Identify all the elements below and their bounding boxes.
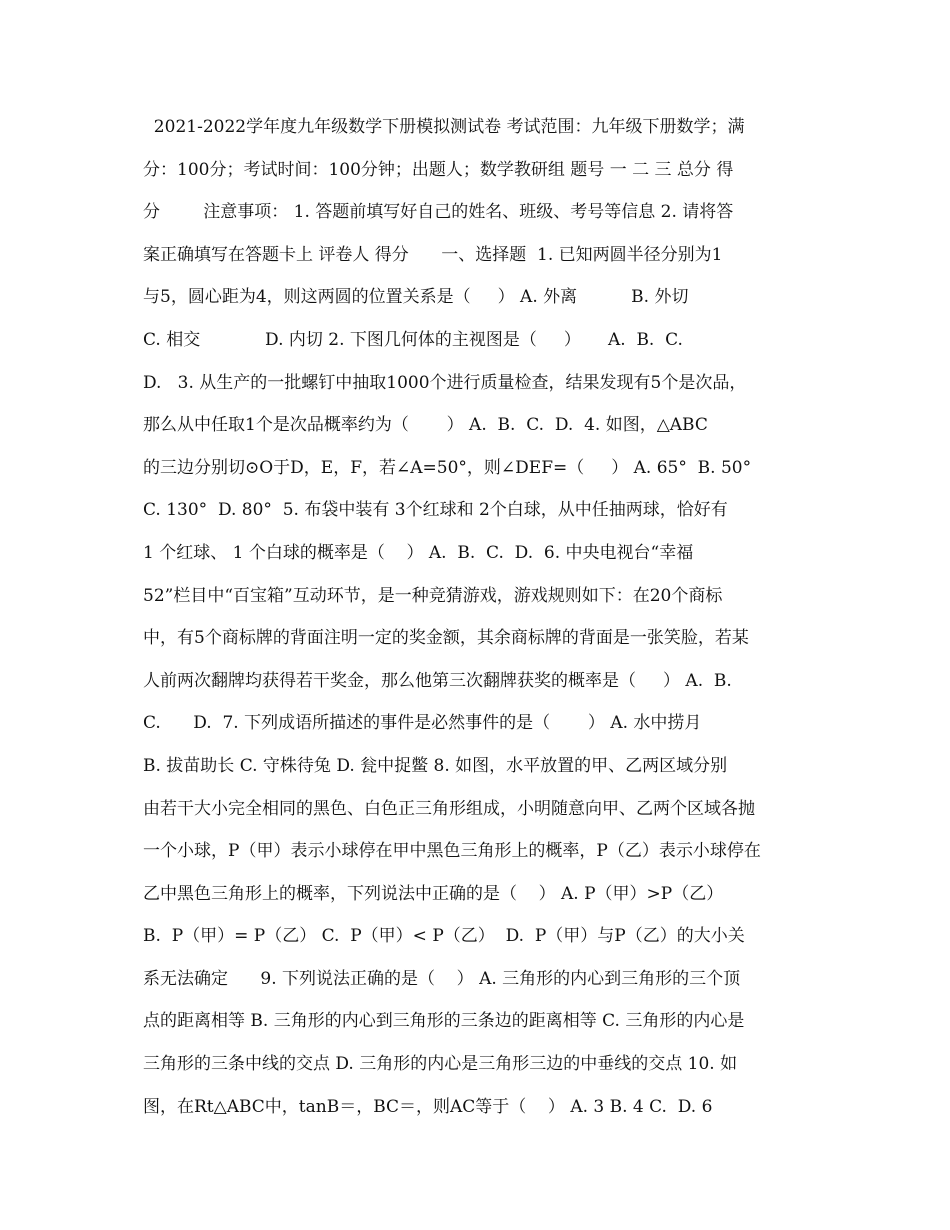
text-line: D. 3. 从生产的一批螺钉中抽取1000个进行质量检查，结果发现有5个是次品， [143, 372, 747, 393]
text-line: 那么从中任取1个是次品概率约为（ ） A. B. C. D. 4. 如图，△ABC [143, 415, 708, 436]
text-line: 分：100分；考试时间：100分钟；出题人；数学教研组 题号 一 二 三 总分 得 [143, 159, 734, 180]
text-line: 由若干大小完全相同的黑色、白色正三角形组成，小明随意向甲、乙两个区域各抛 [143, 798, 755, 819]
text-line: C. D. 7. 下列成语所描述的事件是必然事件的是（ ） A. 水中捞月 [143, 713, 702, 734]
text-line: 分 注意事项： 1. 答题前填写好自己的姓名、班级、考号等信息 2. 请将答 [143, 202, 734, 223]
text-line: 人前两次翻牌均获得若干奖金，那么他第三次翻牌获奖的概率是（ ） A. B. [143, 670, 732, 691]
text-line: B. 拔苗助长 C. 守株待兔 D. 瓮中捉鳖 8. 如图，水平放置的甲、乙两区域分别 [143, 755, 728, 776]
text-line: 与5，圆心距为4，则这两圆的位置关系是（ ） A. 外离 B. 外切 [143, 287, 689, 308]
text-line: 系无法确定 9. 下列说法正确的是（ ） A. 三角形的内心到三角形的三个顶 [143, 968, 741, 989]
text-line: C. 130° D. 80° 5. 布袋中装有 3个红球和 2个白球，从中任抽两球，恰好有 [143, 500, 728, 521]
text-line: C. 相交 D. 内切 2. 下图几何体的主视图是（ ） A. B. C. [143, 329, 683, 350]
text-line: 中，有5个商标牌的背面注明一定的奖金额，其余商标牌的背面是一张笑脸，若某 [143, 628, 749, 649]
text-line: 1 个红球、 1 个白球的概率是（ ） A. B. C. D. 6. 中央电视台“幸福 [143, 542, 694, 563]
text-line: 点的距离相等 B. 三角形的内心到三角形的三条边的距离相等 C. 三角形的内心是 [143, 1011, 745, 1032]
text-line: 2021-2022学年度九年级数学下册模拟测试卷 考试范围：九年级下册数学；满 [143, 117, 745, 137]
text-line: 三角形的三条中线的交点 D. 三角形的内心是三角形三边的中垂线的交点 10. 如 [143, 1054, 738, 1075]
text-line: 图，在Rt△ABC中，tanB＝，BC＝，则AC等于（ ） A. 3 B. 4 C. D. 6 [143, 1096, 713, 1117]
text-line: 案正确填写在答题卡上 评卷人 得分 一、选择题 1. 已知两圆半径分别为1 [143, 244, 723, 265]
exam-text-block [143, 106, 823, 1128]
text-line: 52”栏目中“百宝箱”互动环节，是一种竞猜游戏，游戏规则如下：在20个商标 [143, 585, 723, 606]
text-line: 一个小球，P（甲）表示小球停在甲中黑色三角形上的概率，P（乙）表示小球停在 [143, 841, 761, 862]
text-line: B. P（甲）= P（乙） C. P（甲）< P（乙） D. P（甲）与P（乙）的大小关 [143, 926, 745, 947]
text-line: 乙中黑色三角形上的概率，下列说法中正确的是（ ） A. P（甲）>P（乙） [143, 883, 724, 904]
text-line: 的三边分别切⊙O于D，E，F，若∠A=50°，则∠DEF=（ ） A. 65° B. 50° [143, 457, 752, 478]
